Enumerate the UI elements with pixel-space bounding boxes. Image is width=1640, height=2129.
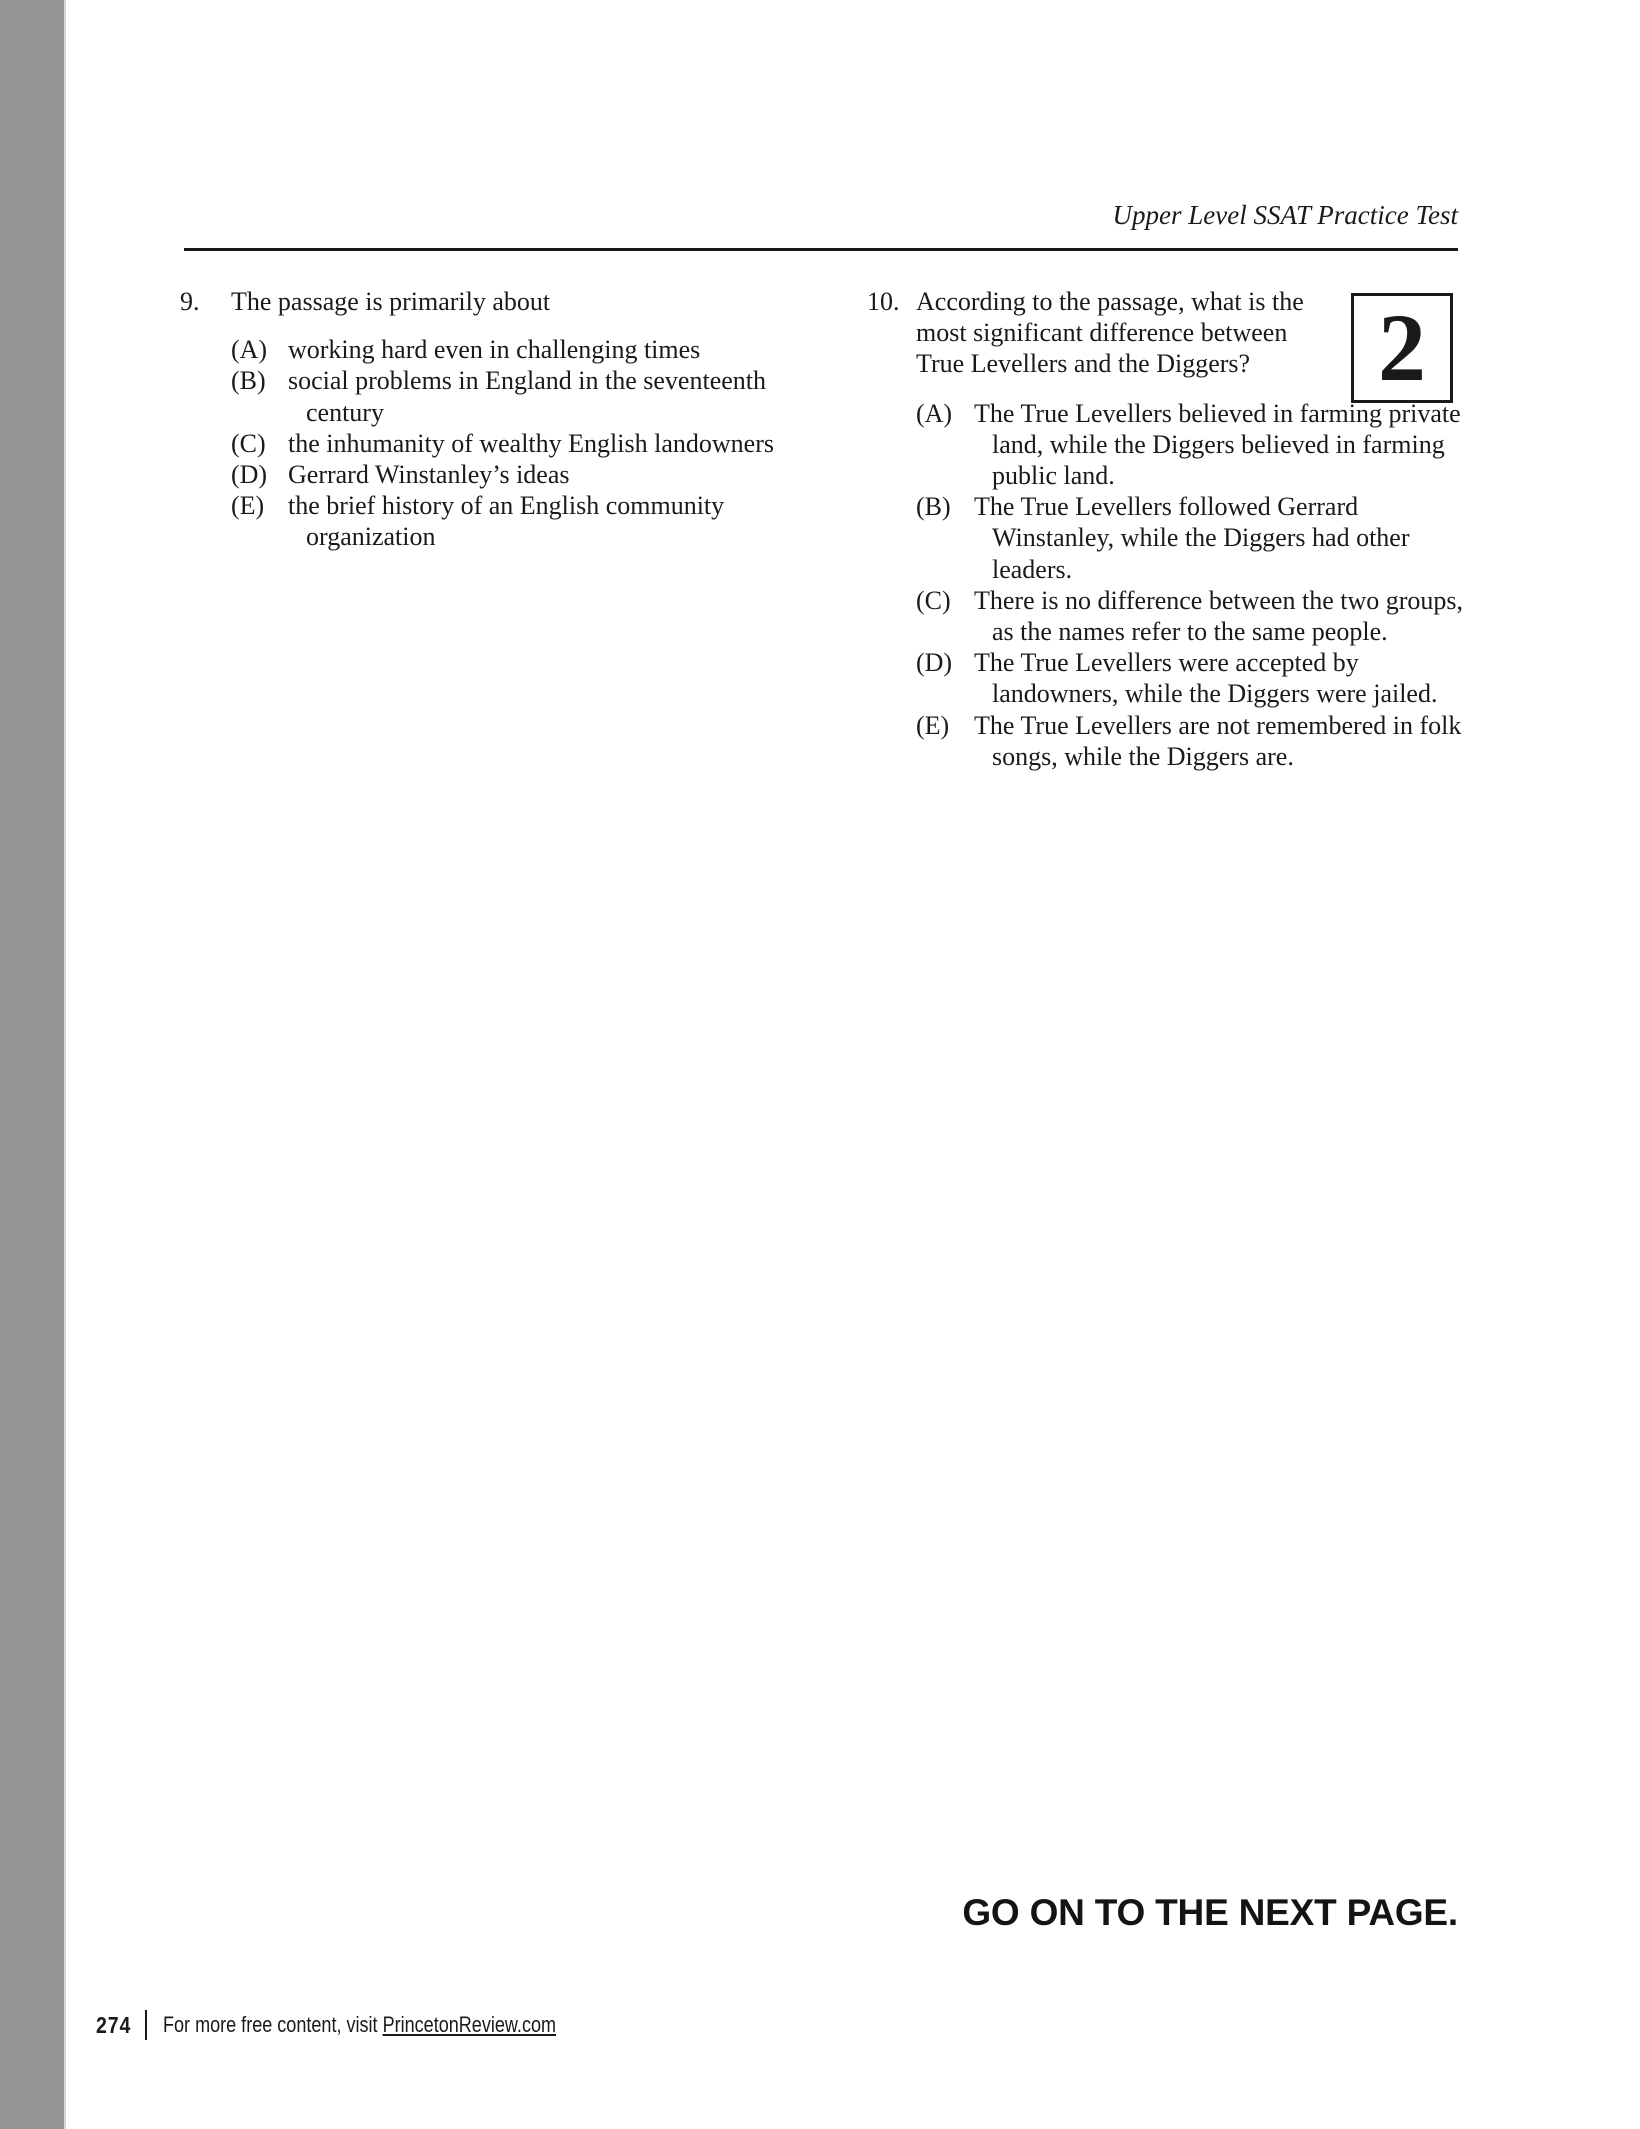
answer-choice-b[interactable] [231, 365, 820, 427]
choice-letter: (D) [231, 460, 268, 490]
choice-text: social problems in England in the seventeenth century [288, 366, 766, 427]
choice-text: the inhumanity of wealthy English landowners [288, 428, 774, 458]
question-number: 9. [180, 287, 200, 316]
question-stem [180, 286, 820, 317]
answer-choice-d[interactable] [231, 459, 820, 490]
choice-letter: (A) [916, 398, 953, 428]
answer-choice-e[interactable] [916, 710, 1467, 772]
princeton-review-link[interactable]: PrincetonReview.com [382, 2012, 557, 2037]
page-number: 274 [96, 2011, 132, 2038]
answer-choice-a[interactable] [916, 398, 1467, 492]
question-9 [180, 286, 820, 553]
go-on-instruction: GO ON TO THE NEXT PAGE. [962, 1892, 1458, 1933]
running-head: Upper Level SSAT Practice Test [1112, 200, 1458, 230]
footer-promo [163, 2012, 556, 2038]
choice-text: Gerrard Winstanley’s ideas [288, 460, 570, 490]
answer-choices [231, 334, 820, 552]
choice-text: The True Levellers were accepted by landowners, while the Diggers were jailed. [974, 648, 1438, 709]
header-rule [184, 248, 1458, 251]
answer-choice-b[interactable] [916, 491, 1467, 585]
question-text: The passage is primarily about [231, 287, 551, 316]
answer-choice-e[interactable] [231, 490, 820, 552]
choice-text: The True Levellers believed in farming private land, while the Diggers believed in farming public land. [974, 398, 1461, 491]
question-text: According to the passage, what is the most significant difference between True Levellers and the Diggers? [916, 287, 1304, 379]
choice-letter: (E) [231, 491, 265, 521]
section-number-box: 2 [1351, 293, 1453, 403]
answer-choice-d[interactable] [916, 647, 1467, 709]
choice-letter: (E) [916, 710, 950, 740]
choice-letter: (D) [916, 648, 953, 678]
page-footer [96, 2008, 643, 2042]
choice-letter: (A) [231, 335, 268, 365]
choice-letter: (B) [231, 366, 266, 396]
choice-text: The True Levellers are not remembered in folk songs, while the Diggers are. [974, 710, 1462, 771]
choice-text: the brief history of an English community organization [288, 491, 725, 552]
answer-choice-c[interactable] [231, 428, 820, 459]
footer-divider [145, 2010, 147, 2040]
choice-text: working hard even in challenging times [288, 335, 701, 365]
footer-promo-text: For more free content, visit [163, 2012, 383, 2037]
page-edge-strip [0, 0, 66, 2129]
choice-letter: (C) [231, 428, 266, 458]
question-number: 10. [867, 287, 900, 316]
choice-letter: (C) [916, 585, 951, 615]
answer-choice-a[interactable] [231, 334, 820, 365]
answer-choice-c[interactable] [916, 585, 1467, 647]
answer-choices [916, 398, 1467, 772]
choice-letter: (B) [916, 492, 951, 522]
choice-text: The True Levellers followed Gerrard Winstanley, while the Diggers had other leaders. [974, 492, 1410, 584]
choice-text: There is no difference between the two groups, as the names refer to the same people. [974, 585, 1464, 647]
